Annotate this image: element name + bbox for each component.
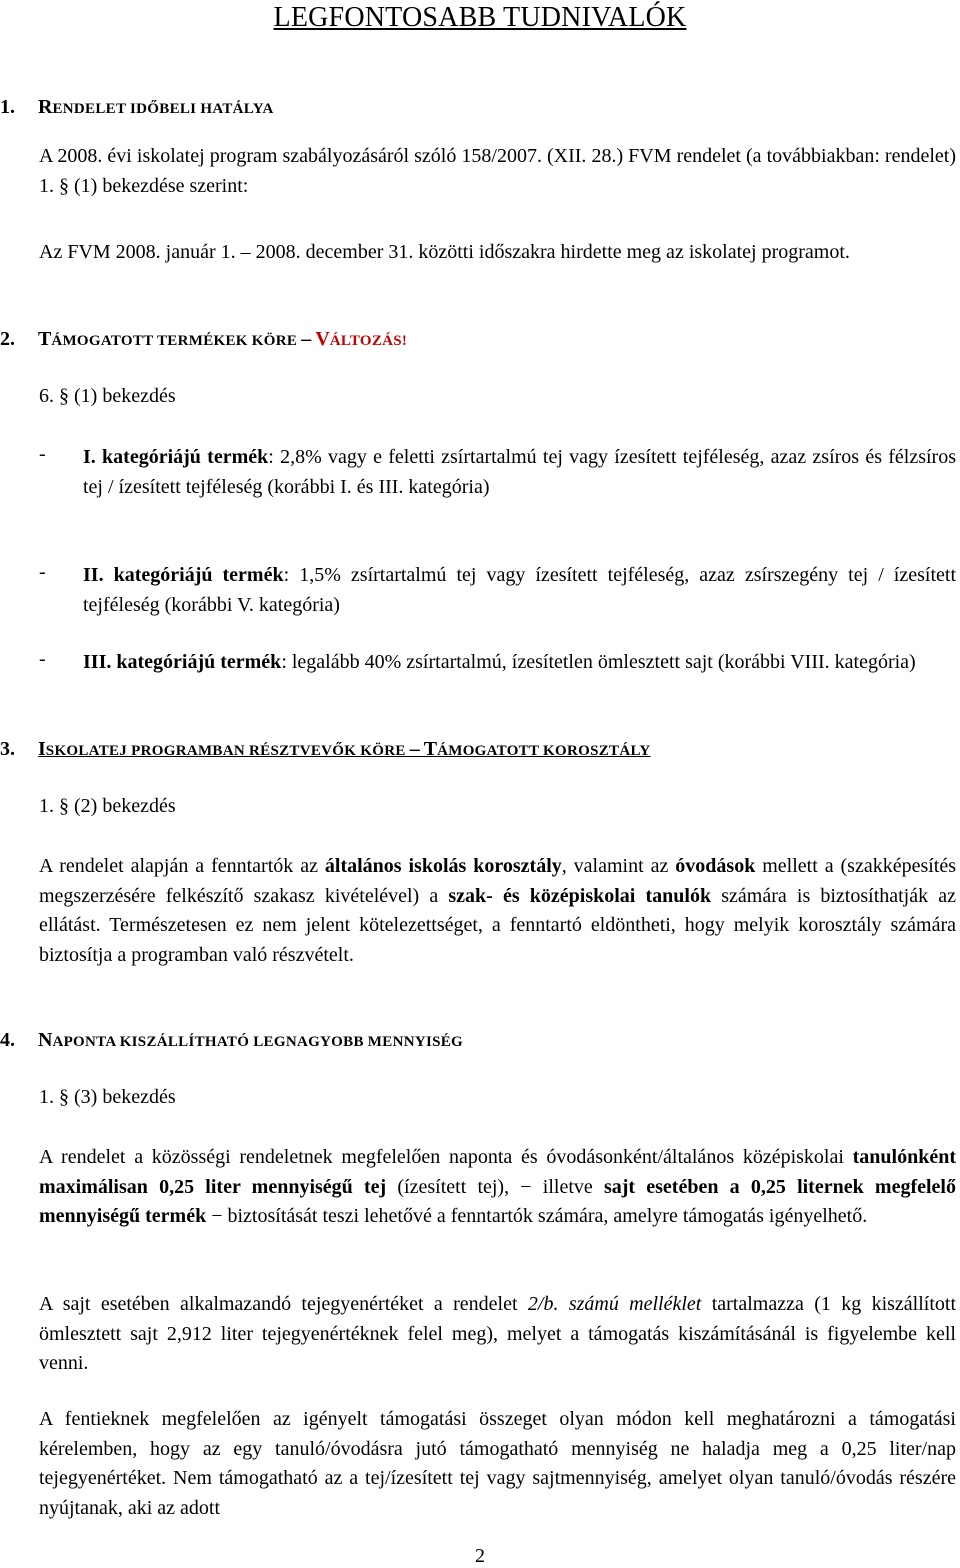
section-2-reference: 6. § (1) bekezdés (39, 385, 176, 407)
section-3-reference: 1. § (2) bekezdés (39, 795, 176, 817)
section-1-heading-initial: R (38, 96, 53, 118)
item-2-dash: - (39, 561, 46, 583)
section-3-heading-text: SKOLATEJ PROGRAMBAN RÉSZTVEVŐK KÖRE (45, 743, 406, 759)
section-1-paragraph-2: Az FVM 2008. január 1. – 2008. december 31. közötti időszakra hirdette meg az iskolatej programot. (39, 241, 850, 263)
section-4-number: 4. (0, 1029, 15, 1051)
section-3-heading-text-2: ÁMOGATOTT KOROSZTÁLY (437, 743, 651, 759)
section-1-paragraph-1: A 2008. évi iskolatej program szabályozásáról szóló 158/2007. (XII. 28.) FVM rendelet (a továbbiakban: rendelet) 1. § (1) bekezdése szerint: (39, 145, 956, 197)
item-1-dash: - (39, 443, 46, 465)
bold-run: tanulónként maximálisan 0,25 liter mennyiségű tej (39, 1146, 956, 1198)
section-3-heading-initial: I (38, 738, 46, 760)
item-2-description: : 1,5% zsírtartalmú tej vagy ízesített tejféleség, azaz zsírszegény tej / ízesített tejféleség (korábbi V. kategória) (83, 564, 956, 616)
text-run: számára is biztosíthatják az ellátást. Természetesen ez nem jelent kötelezettséget, a fenntartó eldöntheti, hogy melyik korosztály számára biztosítja a programban való részvételt. (39, 884, 957, 966)
section-4-paragraph-2 (39, 1290, 956, 1379)
section-3-heading-initial-2: T (423, 738, 438, 760)
text-run: A rendelet a közösségi rendeletnek megfelelően naponta és óvodásonként/általános középiskolai (39, 1146, 853, 1168)
section-3-heading-dash: – (409, 738, 420, 760)
section-2-change-label: ÁLTOZÁS! (329, 333, 408, 349)
section-4-paragraph-3: A fentieknek megfelelően az igényelt támogatási összeget olyan módon kell meghatározni a támogatási kérelemben, hogy az egy tanuló/óvodásra jutó támogatható mennyiség ne haladja meg a 0,25 liter/nap tejegyenértéket. Nem támogatható az a tej/ízesített tej vagy sajtmennyiség, amelyet olyan tanuló/óvodás részére nyújtanak, aki az adott (39, 1408, 956, 1519)
section-1-heading-text: ENDELET IDŐBELI HATÁLYA (52, 101, 274, 117)
page-number: 2 (475, 1545, 485, 1567)
section-4-reference: 1. § (3) bekezdés (39, 1086, 176, 1108)
section-3-number: 3. (0, 738, 15, 760)
text-run: A sajt esetében alkalmazandó tejegyenértéket a rendelet (39, 1293, 528, 1315)
item-3 (83, 648, 956, 678)
text-run: − biztosítását teszi lehetővé a fenntartók számára, amelyre támogatás igényelhető. (206, 1205, 868, 1227)
section-2-heading-initial: T (38, 328, 52, 350)
item-3-dash: - (39, 648, 46, 670)
text-run: A rendelet alapján a fenntartók az (39, 855, 325, 877)
item-2 (83, 561, 956, 620)
text-run: tartalmazza (1 kg kiszállított ömlesztett sajt 2,912 liter tejegyenértéknek felel meg), melyet a támogatás kiszámításánál is figyelembe kell venni. (39, 1293, 957, 1374)
section-4-heading-initial: N (38, 1029, 53, 1051)
section-1-number: 1. (0, 96, 15, 118)
section-2-number: 2. (0, 328, 15, 350)
item-1 (83, 443, 956, 502)
page-title: LEGFONTOSABB TUDNIVALÓK (273, 2, 687, 33)
text-run: mellett a (szakképesítés megszerzésére felkészítő szakasz kivételével) a (39, 855, 957, 907)
item-3-category: III. kategóriájú termék (83, 651, 282, 673)
text-run: , valamint az (561, 855, 676, 877)
section-2-change-initial: V (315, 328, 330, 350)
section-2-heading-text: ÁMOGATOTT TERMÉKEK KÖRE (51, 333, 298, 349)
section-4-paragraph-1 (39, 1143, 956, 1232)
section-3-paragraph (39, 852, 956, 970)
bold-run: sajt esetében a 0,25 liternek megfelelő mennyiségű termék (39, 1175, 956, 1227)
bold-run: általános iskolás korosztály (324, 855, 562, 877)
section-2-heading-dash: – (301, 328, 312, 350)
bold-run: szak- és középiskolai tanulók (448, 884, 712, 907)
text-run: (ízesített tej), − illetve (386, 1175, 604, 1198)
section-4-heading-text: APONTA KISZÁLLÍTHATÓ LEGNAGYOBB MENNYISÉG (52, 1034, 464, 1050)
item-1-category: I. kategóriájú termék (83, 446, 269, 468)
item-1-description: : 2,8% vagy e feletti zsírtartalmú tej vagy ízesített tejféleség, azaz zsíros és félzsíros tej / ízesített tejféleség (korábbi I. és III. kategória) (83, 446, 956, 498)
item-3-description: : legalább 40% zsírtartalmú, ízesítetlen ömlesztett sajt (korábbi VIII. kategória) (281, 651, 916, 673)
item-2-category: II. kategóriájú termék (83, 564, 284, 586)
italic-run: 2/b. számú melléklet (527, 1293, 702, 1315)
bold-run: óvodások (675, 855, 756, 877)
